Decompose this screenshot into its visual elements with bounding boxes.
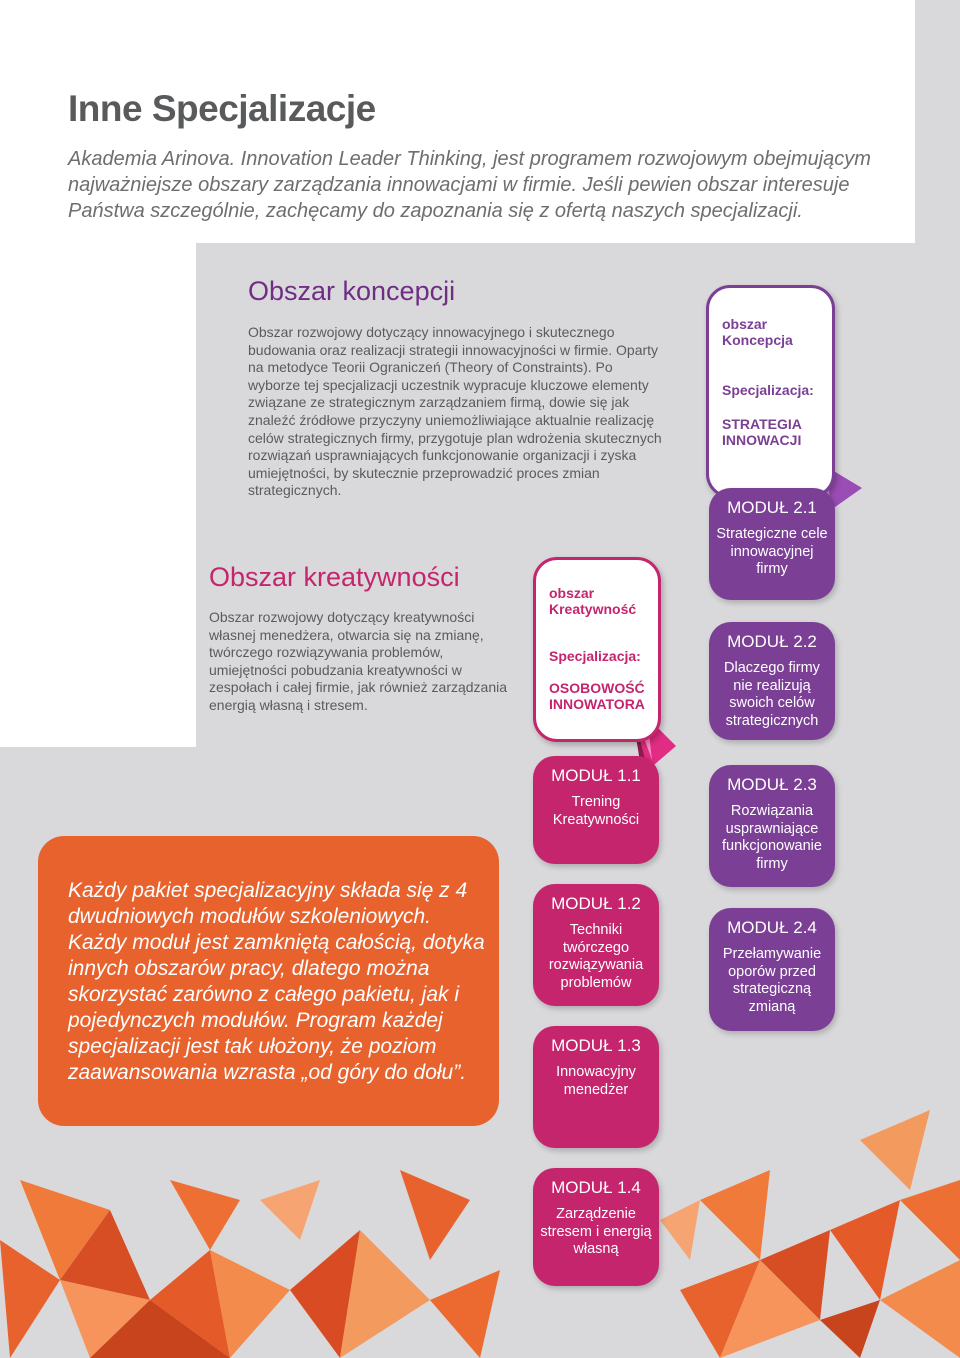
module-description: Innowacyjny menedżer [556,1064,636,1098]
module-description: Strategiczne cele innowacyjnej firmy [716,526,828,577]
card-spec-line1: STRATEGIA [722,416,802,432]
creativity-section-text: Obszar rozwojowy dotyczący kreatywności własnej menedżera, otwarcia się na zmianę, twórczego rozwiązywania problemów, umiejętności pobudzania kreatywności w zespołach i całej firmie, jak również zarządzania energią własną i stresem. [209,609,508,713]
creativity-specialization-card [533,557,661,742]
card-spec-label: Specjalizacja: [549,648,641,664]
module-description: Przełamywanie oporów przed strategiczną zmianą [722,946,822,1015]
concept-section-title: Obszar koncepcji [248,276,456,306]
module-2-2 [709,622,835,740]
module-title: MODUŁ 2.2 [727,632,817,651]
card-area-label: obszar [549,585,595,601]
page-title: Inne Specjalizacje [68,88,376,129]
module-2-3 [709,765,835,887]
concept-specialization-card [706,285,835,498]
module-description: Trening Kreatywności [552,794,640,828]
module-1-4 [533,1168,659,1286]
card-spec-line2: INNOWACJI [722,432,802,448]
card-area-name: Koncepcja [722,332,793,348]
module-title: MODUŁ 1.4 [551,1178,641,1197]
module-2-4 [709,908,835,1031]
module-1-1 [533,756,659,864]
intro-paragraph: Akademia Arinova. Innovation Leader Thinking, jest programem rozwojowym obejmującym najważniejsze obszary zarządzania innowacjami w firmie. Jeśli pewien obszar interesuje Państwa szczególnie, zachęcamy do zapoznania się z ofertą naszych specjalizacji. [68,148,871,222]
module-title: MODUŁ 2.4 [727,918,817,937]
module-title: MODUŁ 1.3 [551,1036,641,1055]
module-title: MODUŁ 2.1 [727,498,817,517]
card-spec-line2: INNOWATORA [549,696,645,712]
module-1-3 [533,1026,659,1148]
module-description: Dlaczego firmy nie realizują swoich celów strategicznych [724,660,820,729]
module-title: MODUŁ 1.2 [551,894,641,913]
module-description: Rozwiązania usprawniające funkcjonowanie firmy [722,803,822,872]
card-area-label: obszar [722,316,768,332]
module-title: MODUŁ 2.3 [727,775,817,794]
package-info-text: Każdy pakiet specjalizacyjny składa się z 4 dwudniowych modułów szkoleniowych. Każdy moduł jest zamkniętą całością, dotyka innych obszarów pracy, dlatego można skorzystać zarówno z całego pakietu, jak i pojedynczych modułów. Program każdej specjalizacji jest tak ułożony, że poziom zaawansowania wzrasta „od góry do dołu”. [68,879,485,1084]
card-spec-label: Specjalizacja: [722,382,814,398]
module-1-2 [533,884,659,1006]
card-spec-line1: OSOBOWOŚĆ [549,680,645,696]
concept-section-text: Obszar rozwojowy dotyczący innowacyjnego i skutecznego budowania oraz realizacji strategii innowacyjności w firmie. Oparty na metodyce Teorii Ograniczeń (Theory of Constraints). Po wyborze tej specjalizacji uczestnik wypracuje kluczowe elementy związane ze strategicznym zarządzaniem firmą, dowie się jak znaleźć źródłowe przyczyny uniemożliwiające aktualnie realizację celów strategicznych firmy, przygotuje plan wdrożenia skutecznych rozwiązań usprawniających funkcjonowanie organizacji i zyska umiejętności, by skutecznie przeprowadzić proces zmian strategicznych. [248,324,662,499]
module-2-1 [709,488,835,600]
module-title: MODUŁ 1.1 [551,766,641,785]
module-description: Techniki twórczego rozwiązywania problemów [548,922,644,991]
creativity-section-title: Obszar kreatywności [209,562,460,592]
module-description: Zarządzenie stresem i energią własną [540,1206,652,1257]
card-area-name: Kreatywność [549,601,637,617]
